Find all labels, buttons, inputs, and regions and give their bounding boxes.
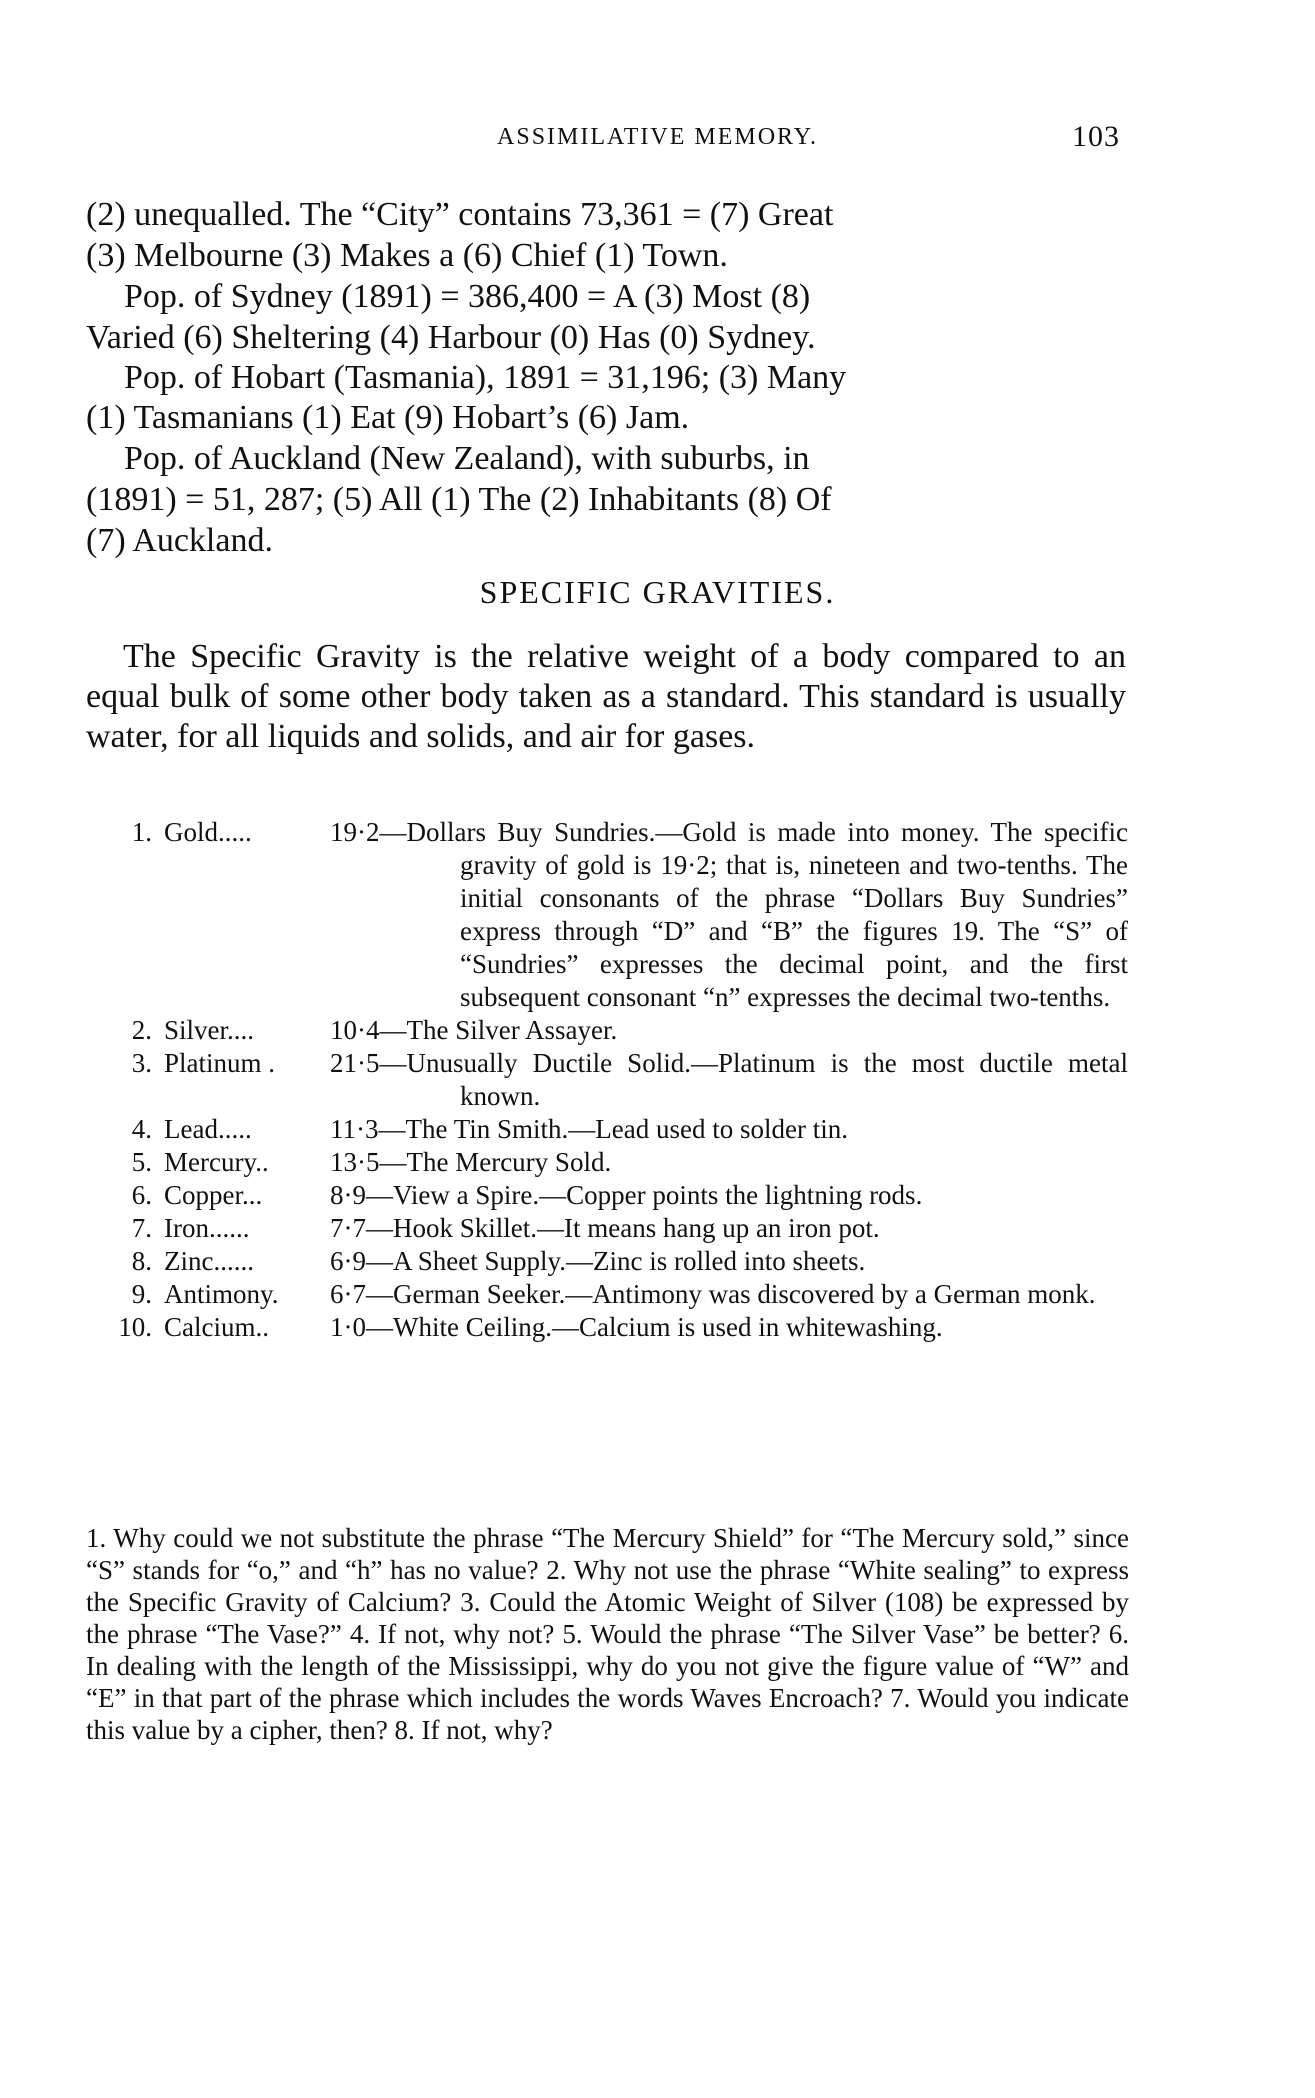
item-name: Zinc...... — [164, 1246, 254, 1276]
running-head: ASSIMILATIVE MEMORY. — [497, 124, 818, 150]
page-number: 103 — [1072, 120, 1120, 153]
paragraph-sydney-line-1: Pop. of Sydney (1891) = 386,400 = A (3) Most (8) — [124, 278, 811, 315]
paragraph-auckland-line-1: Pop. of Auckland (New Zealand), with suburbs, in — [124, 440, 810, 477]
item-description: 21·5—Unusually Ductile Solid.—Platinum is the most ductile metal known. — [330, 1048, 1128, 1111]
paragraph-auckland-line-3: (7) Auckland. — [86, 522, 273, 559]
item-description: 8·9—View a Spire.—Copper points the lightning rods. — [330, 1180, 923, 1210]
paragraph-sydney-line-2: Varied (6) Sheltering (4) Harbour (0) Has (0) Sydney. — [86, 319, 816, 356]
item-description: 6·7—German Seeker.—Antimony was discovered by a German monk. — [330, 1279, 1096, 1309]
item-description: 6·9—A Sheet Supply.—Zinc is rolled into sheets. — [330, 1246, 866, 1276]
paragraph-auckland-line-2: (1891) = 51, 287; (5) All (1) The (2) Inhabitants (8) Of — [86, 481, 832, 518]
item-number: 9. — [131, 1279, 152, 1309]
list-item — [108, 816, 1128, 1014]
intro-paragraph: The Specific Gravity is the relative weight of a body compared to an equal bulk of some other body taken as a standard. This standard is usually water, for all liquids and solids, and air for gases. — [86, 638, 1126, 755]
item-number: 1. — [131, 817, 152, 847]
item-name: Copper... — [164, 1180, 263, 1210]
item-description: 11·3—The Tin Smith.—Lead used to solder tin. — [330, 1114, 848, 1144]
paragraph-melbourne-line-2: (3) Melbourne (3) Makes a (6) Chief (1) Town. — [86, 237, 728, 274]
paragraph-hobart-line-2: (1) Tasmanians (1) Eat (9) Hobart’s (6) Jam. — [86, 399, 690, 436]
item-number: 5. — [131, 1147, 152, 1177]
list-item — [108, 1113, 1128, 1146]
list-item — [108, 1146, 1128, 1179]
item-name: Platinum . — [164, 1048, 276, 1078]
list-item — [108, 1245, 1128, 1278]
list-item — [108, 1179, 1128, 1212]
item-number: 4. — [131, 1114, 152, 1144]
item-description: 10·4—The Silver Assayer. — [330, 1015, 618, 1045]
list-item — [108, 1047, 1128, 1113]
item-number: 2. — [131, 1015, 152, 1045]
list-item — [108, 1212, 1128, 1245]
questions-paragraph: 1. Why could we not substitute the phrase “The Mercury Shield” for “The Mercury sold,” since “S” stands for “o,” and “h” has no value? 2. Why not use the phrase “White sealing” to express the Specific Gravity of Calcium? 3. Could the Atomic Weight of Silver (108) be expressed by the phrase “The Vase?” 4. If not, why not? 5. Would the phrase “The Silver Vase” be better? 6. In dealing with the length of the Mississippi, why do you not give the figure value of “W” and “E” in that part of the phrase which includes the words Waves Encroach? 7. Would you indicate this value by a cipher, then? 8. If not, why? — [86, 1523, 1129, 1745]
item-name: Gold..... — [164, 817, 252, 847]
item-name: Iron...... — [164, 1213, 250, 1243]
list-item — [108, 1278, 1128, 1311]
item-name: Silver.... — [164, 1015, 255, 1045]
item-number: 10. — [118, 1312, 152, 1342]
item-name: Mercury.. — [164, 1147, 269, 1177]
item-name: Lead..... — [164, 1114, 252, 1144]
item-name: Antimony. — [164, 1279, 279, 1309]
item-description: 7·7—Hook Skillet.—It means hang up an iron pot. — [330, 1213, 880, 1243]
item-description: 1·0—White Ceiling.—Calcium is used in whitewashing. — [330, 1312, 943, 1342]
paragraph-melbourne-line-1: (2) unequalled. The “City” contains 73,361 = (7) Great — [86, 196, 834, 233]
item-number: 3. — [131, 1048, 152, 1078]
page-header — [0, 120, 1315, 160]
item-description: 13·5—The Mercury Sold. — [330, 1147, 612, 1177]
item-description: 19·2—Dollars Buy Sundries.—Gold is made into money. The specific gravity of gold is 19·2; that is, nineteen and two-tenths. The initial consonants of the phrase “Dollars Buy Sundries” express through “D” and “B” the figures 19. The “S” of “Sundries” expresses the decimal point, and the first subsequent consonant “n” expresses the decimal two-tenths. — [330, 817, 1128, 1012]
item-number: 6. — [131, 1180, 152, 1210]
section-heading: SPECIFIC GRAVITIES. — [479, 574, 836, 610]
list-item — [108, 1311, 1128, 1344]
item-number: 7. — [131, 1213, 152, 1243]
item-number: 8. — [131, 1246, 152, 1276]
item-name: Calcium.. — [164, 1312, 269, 1342]
list-item — [108, 1014, 1128, 1047]
specific-gravities-list — [108, 816, 1128, 1344]
paragraph-hobart-line-1: Pop. of Hobart (Tasmania), 1891 = 31,196; (3) Many — [124, 359, 847, 396]
